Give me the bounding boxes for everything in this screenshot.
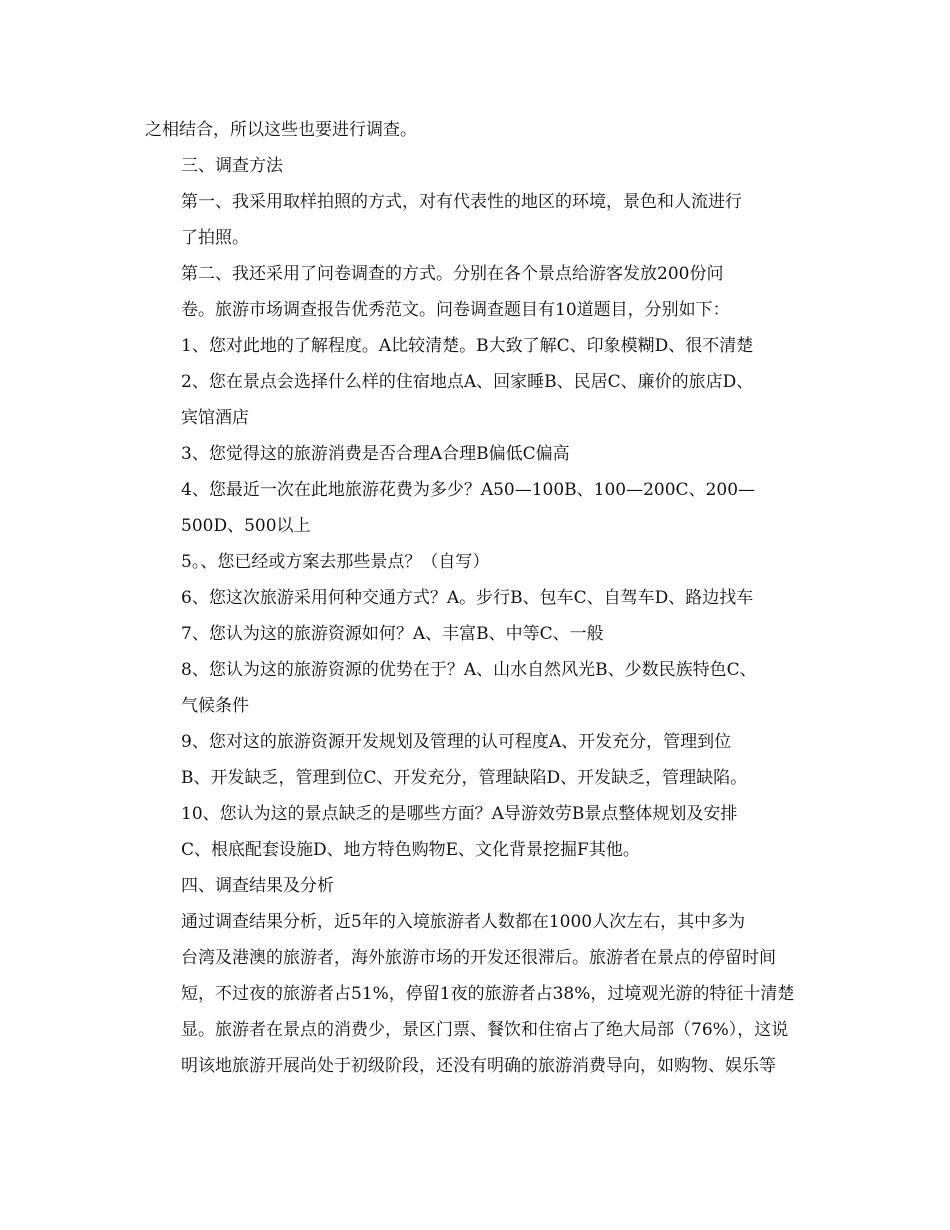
paragraph bbox=[145, 796, 810, 868]
text-line: 台湾及港澳的旅游者，海外旅游市场的开发还很滞后。旅游者在景点的停留时间 bbox=[181, 948, 776, 968]
text-line: 气候条件 bbox=[181, 696, 249, 716]
text-line: 4、您最近一次在此地旅游花费为多少？A50—100B、100—200C、200— bbox=[181, 480, 756, 500]
text-line: 10、您认为这的景点缺乏的是哪些方面？A导游效劳B景点整体规划及安排 bbox=[181, 804, 738, 824]
text-line: 第二、我还采用了问卷调查的方式。分别在各个景点给游客发放200份问 bbox=[181, 264, 724, 284]
text-line: 6、您这次旅游采用何种交通方式？A。步行B、包车C、自驾车D、路边找车 bbox=[181, 588, 754, 608]
text-line: 宾馆酒店 bbox=[181, 408, 249, 428]
paragraph bbox=[145, 580, 810, 616]
text-line: 7、您认为这的旅游资源如何？A、丰富B、中等C、一般 bbox=[181, 624, 604, 644]
paragraph bbox=[145, 112, 810, 148]
paragraph bbox=[145, 364, 810, 436]
text-line: C、根底配套设施D、地方特色购物E、文化背景挖掘F其他。 bbox=[181, 840, 640, 860]
paragraph bbox=[145, 616, 810, 652]
text-line: 显。旅游者在景点的消费少，景区门票、餐饮和住宿占了绝大局部（76%），这说 bbox=[181, 1020, 789, 1040]
text-line: 三、调查方法 bbox=[181, 156, 283, 176]
text-line: 通过调查结果分析，近5年的入境旅游者人数都在1000人次左右，其中多为 bbox=[181, 912, 746, 932]
text-line: 卷。旅游市场调查报告优秀范文。问卷调查题目有10道题目，分别如下： bbox=[181, 300, 730, 320]
paragraph bbox=[145, 328, 810, 364]
text-line: 2、您在景点会选择什么样的住宿地点A、回家睡B、民居C、廉价的旅店D、 bbox=[181, 372, 754, 392]
paragraph bbox=[145, 256, 810, 328]
text-line: 1、您对此地的了解程度。A比较清楚。B大致了解C、印象模糊D、很不清楚 bbox=[181, 336, 754, 356]
text-line: 9、您对这的旅游资源开发规划及管理的认可程度A、开发充分，管理到位 bbox=[181, 732, 732, 752]
paragraph bbox=[145, 148, 810, 184]
paragraph bbox=[145, 184, 810, 256]
text-line: 500D、500以上 bbox=[181, 516, 311, 536]
paragraph bbox=[145, 724, 810, 796]
text-line: 3、您觉得这的旅游消费是否合理A合理B偏低C偏高 bbox=[181, 444, 570, 464]
text-line: 5。、您已经或方案去那些景点？（自写） bbox=[181, 552, 490, 572]
paragraph bbox=[145, 868, 810, 904]
document-body bbox=[145, 112, 810, 1084]
paragraph bbox=[145, 472, 810, 544]
text-line: 短，不过夜的旅游者占51%，停留1夜的旅游者占38%，过境观光游的特征十清楚 bbox=[181, 984, 795, 1004]
text-line: B、开发缺乏，管理到位C、开发充分，管理缺陷D、开发缺乏，管理缺陷。 bbox=[181, 768, 748, 788]
text-line: 明该地旅游开展尚处于初级阶段，还没有明确的旅游消费导向，如购物、娱乐等 bbox=[181, 1056, 776, 1076]
paragraph bbox=[145, 652, 810, 724]
text-line: 四、调查结果及分析 bbox=[181, 876, 334, 896]
paragraph bbox=[145, 904, 810, 1084]
text-line: 了拍照。 bbox=[181, 228, 249, 248]
paragraph bbox=[145, 436, 810, 472]
text-line: 8、您认为这的旅游资源的优势在于？A、山水自然风光B、少数民族特色C、 bbox=[181, 660, 757, 680]
text-line: 之相结合，所以这些也要进行调查。 bbox=[145, 120, 417, 140]
text-line: 第一、我采用取样拍照的方式，对有代表性的地区的环境，景色和人流进行 bbox=[181, 192, 742, 212]
paragraph bbox=[145, 544, 810, 580]
